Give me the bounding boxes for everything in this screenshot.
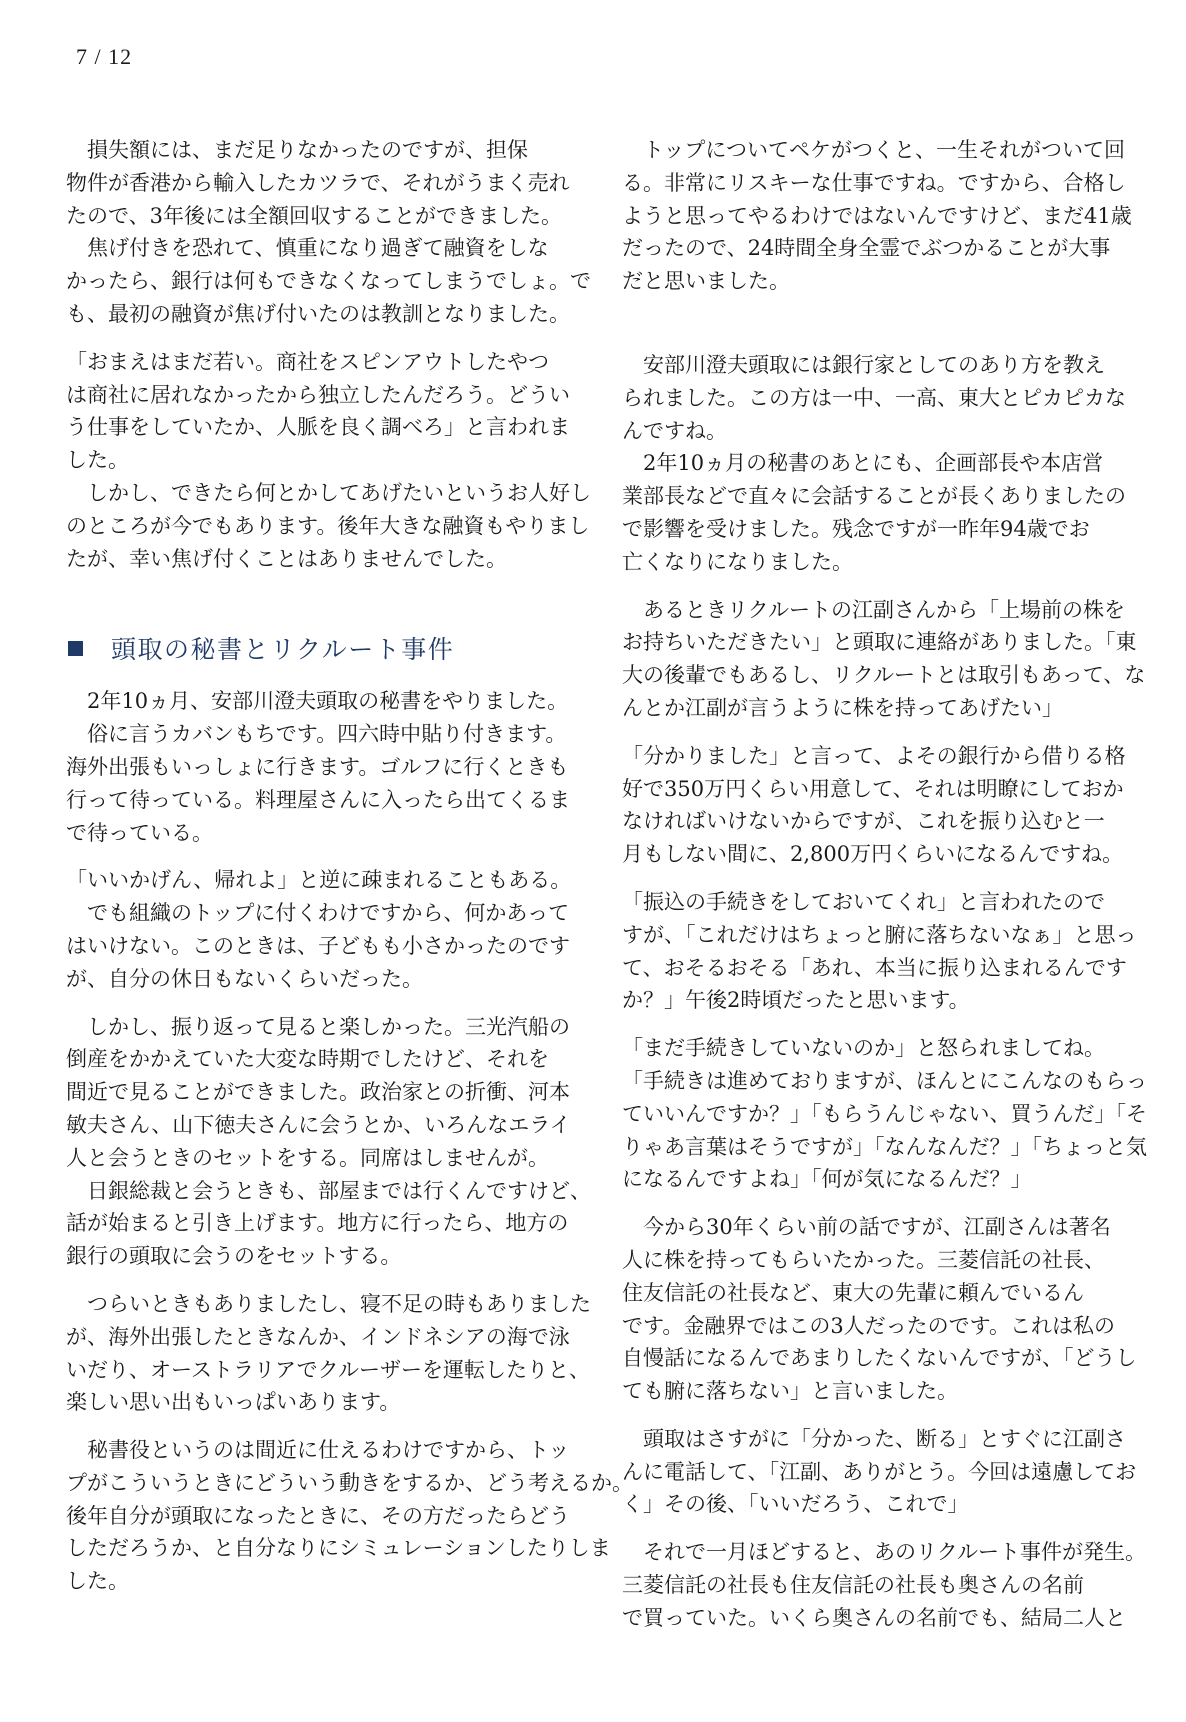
paragraph bbox=[66, 1011, 591, 1273]
text-line: 秘書役というのは間近に仕えるわけですから、トッ bbox=[66, 1438, 570, 1463]
text-line: 安部川澄夫頭取には銀行家としてのあり方を教え bbox=[622, 352, 1105, 377]
text-line: 「まだ手続きしていないのか」と怒られましてね。 bbox=[622, 1036, 1105, 1061]
text-line: になるんですよね」「何が気になるんだ？」 bbox=[622, 1167, 1032, 1192]
text-line: お持ちいただきたい」と頭取に連絡がありました。「東 bbox=[622, 630, 1137, 655]
section-heading bbox=[68, 631, 576, 665]
text-line: んですね。 bbox=[622, 418, 727, 443]
text-line: 「分かりました」と言って、よその銀行から借りる格 bbox=[622, 743, 1126, 768]
text-line: は商社に居れなかったから独立したんだろう。どうい bbox=[66, 382, 570, 407]
text-line: 「おまえはまだ若い。商社をスピンアウトしたやつ bbox=[66, 349, 549, 374]
text-line: 大の後輩でもあるし、リクルートとは取引もあって、な bbox=[622, 663, 1146, 688]
text-line: 月もしない間に、2,800万円くらいになるんですね。 bbox=[622, 842, 1124, 867]
paragraph bbox=[622, 740, 1132, 871]
text-line: ようと思ってやるわけではないんですけど、まだ41歳 bbox=[622, 203, 1132, 228]
text-line: ても腑に落ちない」と言いました。 bbox=[622, 1379, 958, 1404]
paragraph bbox=[622, 1536, 1146, 1634]
paragraph bbox=[622, 594, 1146, 725]
paragraph bbox=[66, 134, 591, 331]
text-line: が、自分の休日もないくらいだった。 bbox=[66, 966, 423, 991]
text-line: あるときリクルートの江副さんから「上場前の株を bbox=[622, 597, 1125, 622]
paragraph bbox=[622, 886, 1137, 1017]
text-line: 人と会うときのセットをする。同席はしませんが。 bbox=[66, 1145, 549, 1170]
text-line: 話が始まると引き上げます。地方に行ったら、地方の bbox=[66, 1211, 569, 1236]
text-line: 業部長などで直々に会話することが長くありましたの bbox=[622, 484, 1126, 509]
text-line: 銀行の頭取に会うのをセットする。 bbox=[66, 1244, 402, 1269]
paragraph bbox=[66, 685, 576, 849]
text-line: しかし、振り返って見ると楽しかった。三光汽船の bbox=[66, 1014, 570, 1039]
text-line: かったら、銀行は何もできなくなってしまうでしょ。で bbox=[66, 269, 591, 294]
text-line: か？」午後2時頃だったと思います。 bbox=[622, 988, 970, 1013]
text-line: 倒産をかかえていた大変な時期でしたけど、それを bbox=[66, 1047, 549, 1072]
text-line: 好で350万円くらい用意して、それは明瞭にしておか bbox=[622, 776, 1124, 801]
text-line: たので、3年後には全額回収することができました。 bbox=[66, 203, 562, 228]
text-line: 日銀総裁と会うときも、部屋までは行くんですけど、 bbox=[66, 1178, 591, 1203]
text-line: プがこういうときにどういう動きをするか、どう考えるか。 bbox=[66, 1470, 633, 1495]
text-line: 人に株を持ってもらいたかった。三菱信託の社長、 bbox=[622, 1247, 1105, 1272]
text-line: う仕事をしていたか、人脈を良く調べろ」と言われま bbox=[66, 415, 570, 440]
paragraph bbox=[66, 1434, 633, 1598]
text-line: も、最初の融資が焦げ付いたのは教訓となりました。 bbox=[66, 301, 570, 326]
paragraph bbox=[622, 1423, 1137, 1521]
text-line: 海外出張もいっしょに行きます。ゴルフに行くときも bbox=[66, 754, 569, 779]
text-line: 行って待っている。料理屋さんに入ったら出てくるま bbox=[66, 787, 570, 812]
text-line: はいけない。このときは、子どもも小さかったのです bbox=[66, 933, 570, 958]
text-line: んとか江副が言うように株を持ってあげたい」 bbox=[622, 695, 1063, 720]
text-line: く」その後、「いいだろう、これで」 bbox=[622, 1492, 969, 1517]
text-line: 敏夫さん、山下徳夫さんに会うとか、いろんなエライ bbox=[66, 1112, 571, 1137]
text-line: て、おそるおそる「あれ、本当に振り込まれるんです bbox=[622, 955, 1127, 980]
text-line: です。金融界ではこの3人だったのです。これは私の bbox=[622, 1313, 1115, 1338]
text-line: なければいけないからですが、これを振り込むと一 bbox=[622, 809, 1105, 834]
section-heading-text: 頭取の秘書とリクルート事件 bbox=[111, 635, 455, 665]
text-line: 損失額には、まだ足りなかったのですが、担保 bbox=[66, 138, 528, 162]
page-number: 7 / 12 bbox=[76, 44, 133, 69]
text-line: それで一月ほどすると、あのリクルート事件が発生。 bbox=[622, 1540, 1146, 1565]
text-line: りゃあ言葉はそうですが」「なんなんだ？」「ちょっと気 bbox=[622, 1134, 1147, 1159]
text-line: つらいときもありましたし、寝不足の時もありました bbox=[66, 1291, 591, 1316]
text-line: 今から30年くらい前の話ですが、江副さんは著名 bbox=[622, 1215, 1111, 1240]
paragraph bbox=[66, 346, 591, 576]
text-line: のところが今でもあります。後年大きな融資もやりまし bbox=[66, 513, 590, 538]
text-line: トップについてペケがつくと、一生それがついて回 bbox=[622, 138, 1125, 162]
text-line: で買っていた。いくら奥さんの名前でも、結局二人と bbox=[622, 1605, 1126, 1630]
square-bullet-icon bbox=[68, 641, 83, 656]
text-line: られました。この方は一中、一高、東大とピカピカな bbox=[622, 385, 1126, 410]
text-line: 「振込の手続きをしておいてくれ」と言われたので bbox=[622, 889, 1105, 914]
paragraph bbox=[622, 1032, 1147, 1196]
text-line: しただろうか、と自分なりにシミュレーションしたりしま bbox=[66, 1536, 611, 1561]
text-line: 後年自分が頭取になったときに、その方だったらどう bbox=[66, 1503, 570, 1528]
text-line: が、海外出張したときなんか、インドネシアの海で泳 bbox=[66, 1324, 570, 1349]
text-line: で影響を受けました。残念ですが一昨年94歳でお bbox=[622, 516, 1090, 541]
text-line: しかし、できたら何とかしてあげたいというお人好し bbox=[66, 480, 591, 505]
text-line: した。 bbox=[66, 448, 129, 473]
text-line: いだり、オーストラリアでクルーザーを運転したりと、 bbox=[66, 1357, 590, 1382]
paragraph bbox=[622, 349, 1132, 579]
text-line: 「いいかげん、帰れよ」と逆に疎まれることもある。 bbox=[66, 868, 572, 893]
text-line: んに電話して、「江副、ありがとう。今回は遠慮してお bbox=[622, 1459, 1137, 1484]
text-line: 住友信託の社長など、東大の先輩に頼んでいるん bbox=[622, 1280, 1084, 1305]
text-line: だと思いました。 bbox=[622, 269, 790, 294]
text-line: した。 bbox=[66, 1569, 129, 1594]
text-line: 焦げ付きを恐れて、慎重になり過ぎて融資をしな bbox=[66, 236, 549, 261]
text-line: 物件が香港から輸入したカツラで、それがうまく売れ bbox=[66, 170, 570, 195]
text-line: 俗に言うカバンもちです。四六時中貼り付きます。 bbox=[66, 722, 567, 747]
text-line: 2年10ヵ月の秘書のあとにも、企画部長や本店営 bbox=[622, 451, 1104, 476]
text-line: すが、「これだけはちょっと腑に落ちないなぁ」と思っ bbox=[622, 922, 1137, 947]
text-line: 三菱信託の社長も住友信託の社長も奥さんの名前 bbox=[622, 1573, 1084, 1598]
text-line: 自慢話になるんであまりしたくないんですが、「どうし bbox=[622, 1346, 1137, 1371]
right-column bbox=[622, 134, 1147, 1650]
text-line: 頭取はさすがに「分かった、断る」とすぐに江副さ bbox=[622, 1426, 1126, 1451]
text-line: ていいんですか？」「もらうんじゃない、買うんだ」「そ bbox=[622, 1101, 1147, 1126]
text-line: たが、幸い焦げ付くことはありませんでした。 bbox=[66, 546, 507, 571]
text-line: る。非常にリスキーな仕事ですね。ですから、合格し bbox=[622, 170, 1126, 195]
text-line: 楽しい思い出もいっぱいあります。 bbox=[66, 1390, 401, 1415]
left-column bbox=[66, 134, 633, 1613]
paragraph bbox=[66, 1288, 591, 1419]
text-line: で待っている。 bbox=[66, 820, 213, 845]
text-line: だったので、24時間全身全霊でぶつかることが大事 bbox=[622, 236, 1111, 261]
paragraph bbox=[66, 864, 576, 995]
text-line: 間近で見ることができました。政治家との折衝、河本 bbox=[66, 1080, 570, 1105]
text-line: 「手続きは進めておりますが、ほんとにこんなのもらっ bbox=[622, 1068, 1147, 1093]
paragraph bbox=[622, 134, 1132, 298]
text-line: 亡くなりになりました。 bbox=[622, 549, 853, 574]
text-line: でも組織のトップに付くわけですから、何かあって bbox=[66, 901, 570, 926]
paragraph bbox=[622, 1211, 1137, 1408]
text-line: 2年10ヵ月、安部川澄夫頭取の秘書をやりました。 bbox=[66, 689, 569, 714]
